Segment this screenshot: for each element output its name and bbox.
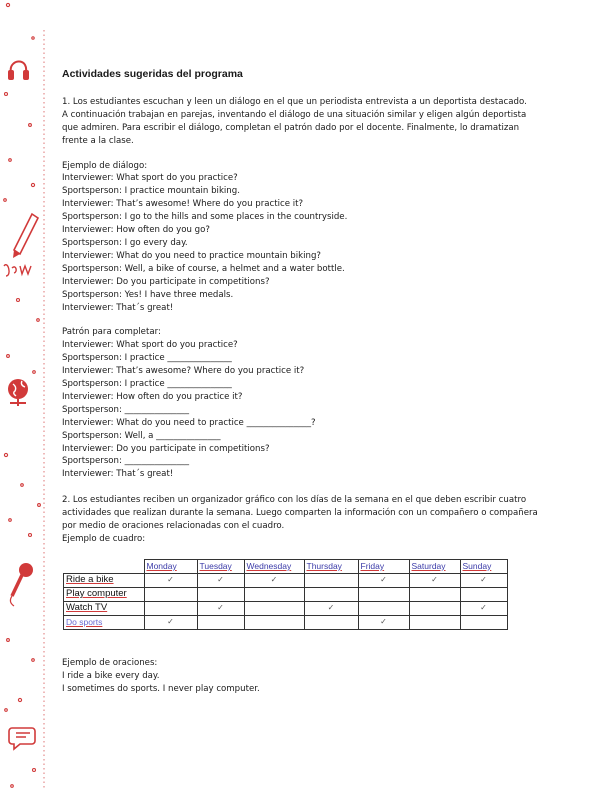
example-sentence: I ride a bike every day. <box>62 670 160 681</box>
check-mark: ✓ <box>197 601 244 615</box>
day-header: Thursday <box>304 559 358 573</box>
microphone-icon <box>6 560 36 610</box>
page-title: Actividades sugeridas del programa <box>62 68 243 80</box>
dialogue-line: Sportsperson: I go to the hills and some places in the countryside. <box>62 212 348 223</box>
pattern-line: Sportsperson: Well, a _______________ <box>62 430 221 441</box>
check-mark <box>460 615 507 629</box>
day-header: Sunday <box>460 559 507 573</box>
globe-icon <box>4 376 32 410</box>
activity-cell: Do sports <box>64 615 145 629</box>
check-mark: ✓ <box>460 573 507 587</box>
check-mark <box>409 615 460 629</box>
check-mark <box>244 587 304 601</box>
weekly-activity-table <box>63 559 508 630</box>
pattern-line: Interviewer: Do you participate in competitions? <box>62 443 270 454</box>
table-row <box>64 615 508 629</box>
dialogue-line: Interviewer: That’s awesome! Where do you practice it? <box>62 199 304 210</box>
pattern-dialogue <box>62 339 540 481</box>
check-mark <box>197 587 244 601</box>
pattern-line: Interviewer: What do you need to practice _______________? <box>62 417 316 428</box>
day-header: Monday <box>144 559 197 573</box>
pattern-line: Sportsperson: I practice _______________ <box>62 353 232 364</box>
pattern-line: Sportsperson: _______________ <box>62 456 190 467</box>
activity-cell: Ride a bike <box>64 573 145 587</box>
check-mark <box>460 587 507 601</box>
check-mark <box>244 601 304 615</box>
check-mark: ✓ <box>144 573 197 587</box>
table-label: Ejemplo de cuadro: <box>62 534 146 544</box>
check-mark: ✓ <box>409 573 460 587</box>
pattern-line: Interviewer: That´s great! <box>62 469 174 480</box>
table-row <box>64 587 508 601</box>
check-mark <box>409 601 460 615</box>
check-mark: ✓ <box>358 573 409 587</box>
check-mark <box>358 587 409 601</box>
example-label: Ejemplo de diálogo: <box>62 160 148 171</box>
headphones-icon <box>6 50 30 86</box>
check-mark <box>409 587 460 601</box>
dialogue-line: Sportsperson: I practice mountain biking. <box>62 186 240 197</box>
check-mark: ✓ <box>304 601 358 615</box>
activity1-intro: 1. Los estudiantes escuchan y leen un diálogo en el que un periodista entrevista a un deportista destacado. <box>62 96 527 107</box>
example-dialogue <box>62 172 540 314</box>
check-mark <box>304 573 358 587</box>
check-mark: ✓ <box>144 615 197 629</box>
check-mark <box>197 615 244 629</box>
activity2-intro: 2. Los estudiantes reciben un organizador gráfico con los días de la semana en el que deben escribir cuatro actividades que realizan durante la semana. Luego comparten la información con un compañero o compañera por medio de oraciones relacionadas con el cuadro. <box>62 495 538 532</box>
pencil-icon <box>2 210 42 280</box>
table-row <box>64 573 508 587</box>
pattern-line: Interviewer: How often do you practice it? <box>62 391 243 402</box>
day-header: Friday <box>358 559 409 573</box>
dialogue-line: Interviewer: What sport do you practice? <box>62 173 238 184</box>
check-mark: ✓ <box>197 573 244 587</box>
speech-bubble-icon <box>8 724 38 752</box>
dialogue-line: Sportsperson: Yes! I have three medals. <box>62 289 234 300</box>
activity-cell: Play computer <box>64 587 145 601</box>
document-body <box>62 68 540 696</box>
check-mark <box>304 615 358 629</box>
day-header: Wednesday <box>244 559 304 573</box>
check-mark: ✓ <box>460 601 507 615</box>
table-row <box>64 601 508 615</box>
dialogue-line: Interviewer: Do you participate in competitions? <box>62 276 270 287</box>
activity1-instructions: A continuación trabajan en parejas, inventando el diálogo de una situación similar y eligen algún deportista que admiren. Para escribir el diálogo, completan el patrón dado por el docente. Finalmente, lo dramatizan frente a la clase. <box>62 109 527 146</box>
check-mark: ✓ <box>358 615 409 629</box>
dialogue-line: Sportsperson: I go every day. <box>62 237 188 248</box>
dialogue-line: Interviewer: What do you need to practice mountain biking? <box>62 250 321 261</box>
pattern-line: Interviewer: What sport do you practice? <box>62 340 238 351</box>
sentences-label: Ejemplo de oraciones: <box>62 657 158 668</box>
check-mark: ✓ <box>244 573 304 587</box>
pattern-line: Interviewer: That’s awesome? Where do you practice it? <box>62 366 305 377</box>
activity-cell: Watch TV <box>64 601 145 615</box>
check-mark <box>358 601 409 615</box>
dialogue-line: Sportsperson: Well, a bike of course, a helmet and a water bottle. <box>62 263 345 274</box>
check-mark <box>144 601 197 615</box>
check-mark <box>304 587 358 601</box>
pattern-label: Patrón para completar: <box>62 327 161 338</box>
check-mark <box>144 587 197 601</box>
pattern-line: Sportsperson: _______________ <box>62 404 190 415</box>
pattern-line: Sportsperson: I practice _______________ <box>62 379 232 390</box>
day-header: Saturday <box>409 559 460 573</box>
dialogue-line: Interviewer: How often do you go? <box>62 225 210 236</box>
check-mark <box>244 615 304 629</box>
day-header: Tuesday <box>197 559 244 573</box>
dialogue-line: Interviewer: That´s great! <box>62 302 174 313</box>
table-header-row <box>64 559 508 573</box>
table-corner-cell <box>64 559 145 573</box>
example-sentence: I sometimes do sports. I never play computer. <box>62 683 260 694</box>
